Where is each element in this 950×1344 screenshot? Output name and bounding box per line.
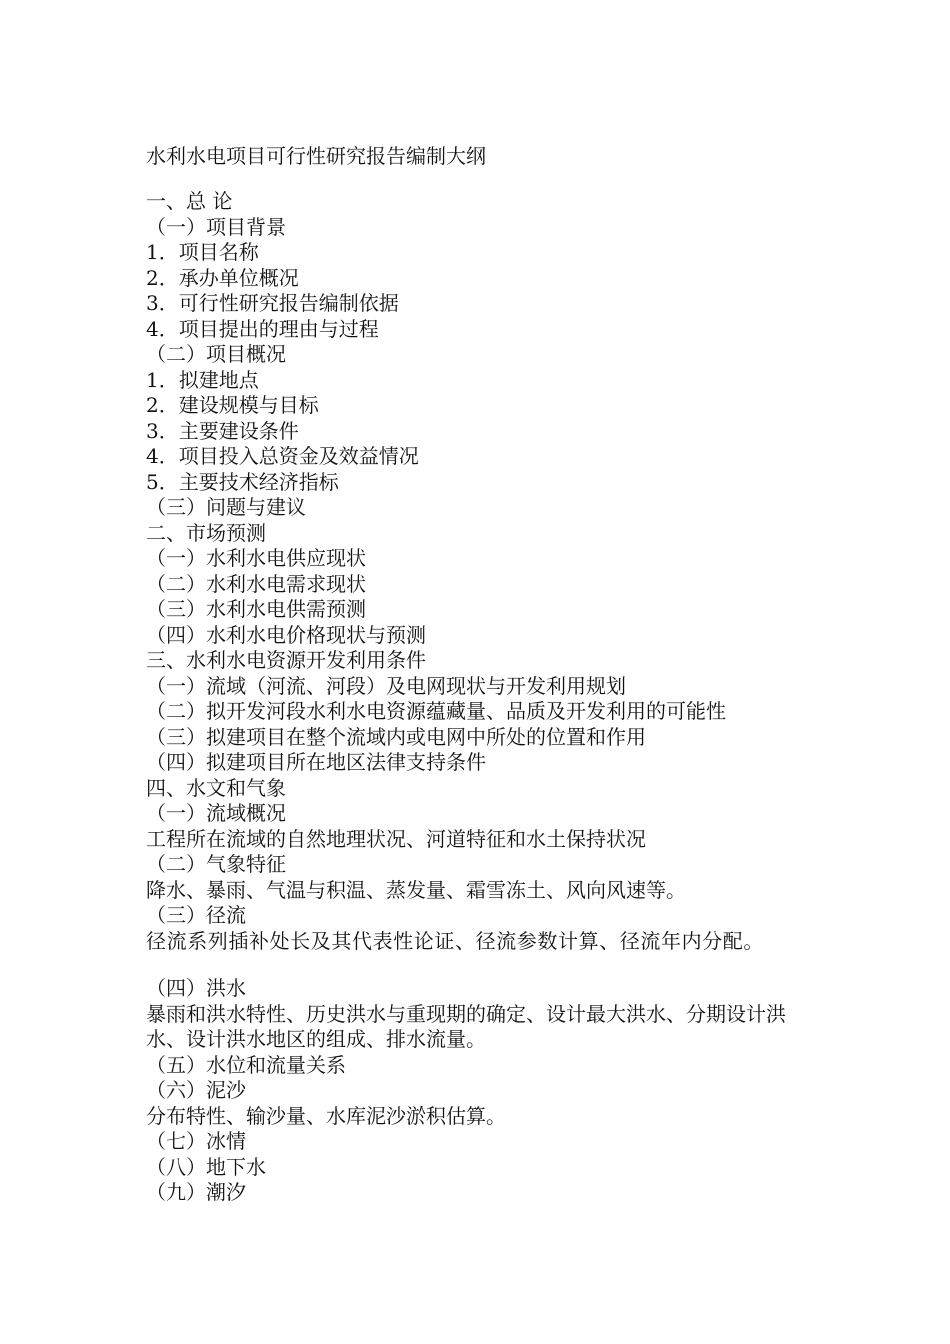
subsection-heading: （二）水利水电需求现状 [146, 571, 366, 596]
subsection-heading: （一）水利水电供应现状 [146, 546, 366, 570]
body-paragraph: 径流系列插补处长及其代表性论证、径流参数计算、径流年内分配。 [146, 928, 764, 953]
subsection-heading: （一）流域（河流、河段）及电网现状与开发利用规划 [146, 673, 626, 698]
subsection-heading: （七）冰情 [146, 1129, 246, 1153]
document-body [146, 143, 846, 1206]
body-paragraph: 工程所在流域的自然地理状况、河道特征和水土保持状况 [146, 826, 646, 851]
body-paragraph: 分布特性、输沙量、水库泥沙淤积估算。 [146, 1103, 506, 1128]
subsection-heading: （八）地下水 [146, 1154, 266, 1179]
subsection-heading: （三）拟建项目在整个流域内或电网中所处的位置和作用 [146, 724, 646, 749]
subsection-heading: （二）气象特征 [146, 852, 286, 876]
subsection-heading: （二）项目概况 [146, 342, 286, 366]
list-item: 5．主要技术经济指标 [146, 469, 339, 494]
list-item: 3．主要建设条件 [146, 418, 299, 443]
list-item: 1．拟建地点 [146, 367, 259, 392]
list-item: 2．建设规模与目标 [146, 393, 319, 417]
subsection-heading: （六）泥沙 [146, 1078, 246, 1102]
list-item: 4．项目提出的理由与过程 [146, 316, 379, 341]
document-title: 水利水电项目可行性研究报告编制大纲 [146, 144, 486, 168]
subsection-heading: （三）问题与建议 [146, 495, 306, 519]
subsection-heading: （九）潮汐 [146, 1180, 246, 1204]
body-paragraph: 降水、暴雨、气温与积温、蒸发量、霜雪冻土、风向风速等。 [146, 877, 686, 902]
subsection-heading: （二）拟开发河段水利水电资源蕴藏量、品质及开发利用的可能性 [146, 699, 726, 723]
section-heading-1: 一、总 论 [146, 189, 233, 213]
subsection-heading: （三）水利水电供需预测 [146, 597, 366, 621]
subsection-heading: （四）水利水电价格现状与预测 [146, 622, 426, 647]
subsection-heading: （四）拟建项目所在地区法律支持条件 [146, 750, 486, 774]
section-heading-3: 三、水利水电资源开发利用条件 [146, 648, 426, 672]
list-item: 1．项目名称 [146, 240, 259, 264]
subsection-heading: （三）径流 [146, 903, 246, 927]
list-item: 2．承办单位概况 [146, 265, 299, 290]
section-heading-2: 二、市场预测 [146, 520, 266, 545]
subsection-heading: （四）洪水 [146, 976, 246, 1000]
subsection-heading: （一）项目背景 [146, 214, 286, 239]
subsection-heading: （五）水位和流量关系 [146, 1052, 346, 1077]
subsection-heading: （一）流域概况 [146, 801, 286, 825]
list-item: 3．可行性研究报告编制依据 [146, 291, 399, 315]
body-paragraph: 暴雨和洪水特性、历史洪水与重现期的确定、设计最大洪水、分期设计洪水、设计洪水地区的组成、排水流量。 [146, 1001, 786, 1051]
section-heading-4: 四、水文和气象 [146, 775, 286, 800]
list-item: 4．项目投入总资金及效益情况 [146, 444, 419, 468]
paragraph-gap [146, 954, 846, 976]
